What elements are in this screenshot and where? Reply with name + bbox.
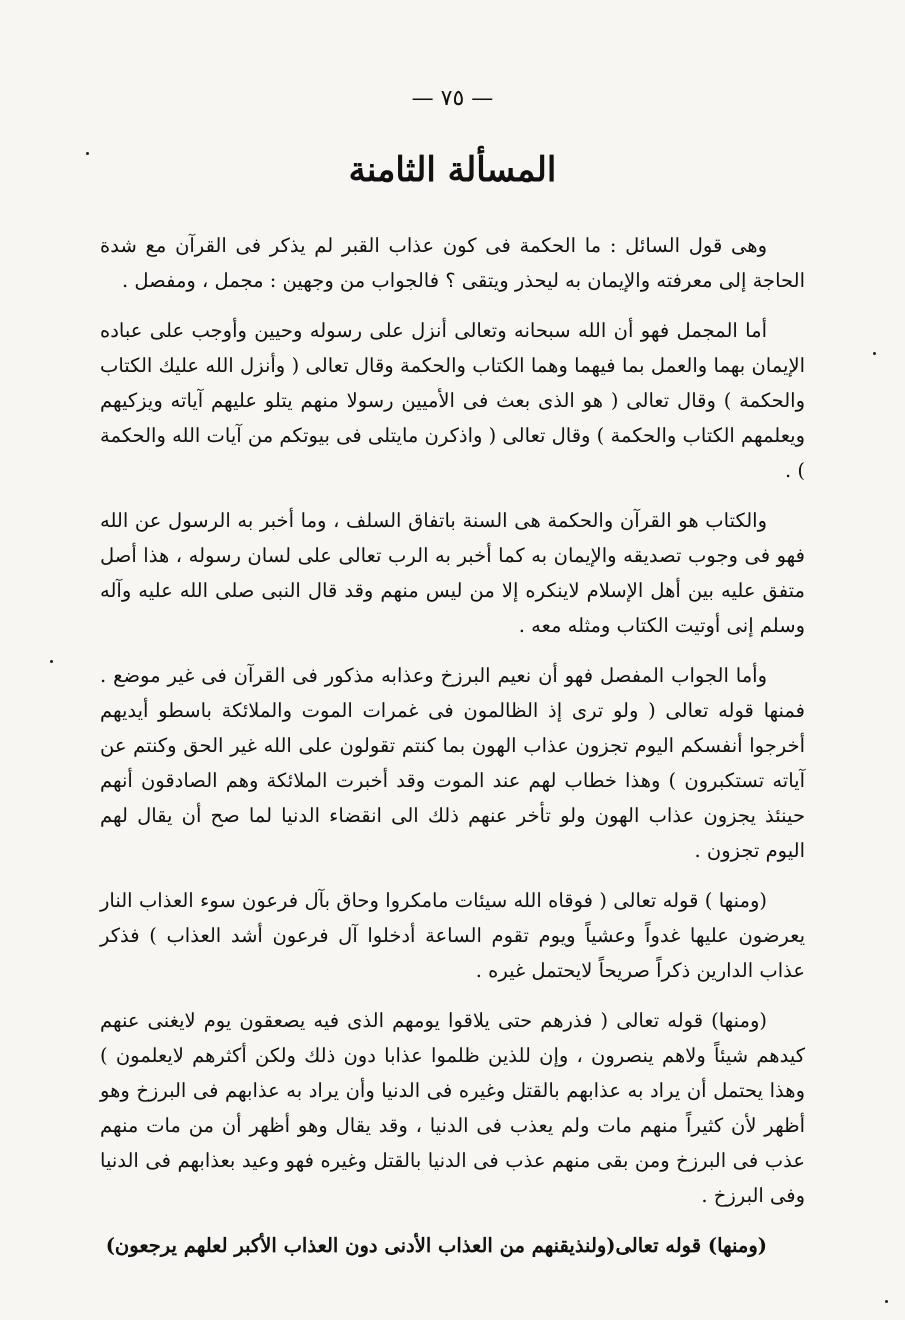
paragraph-7: (ومنها) قوله تعالى(ولنذيقنهم من العذاب الأدنى دون العذاب الأكبر لعلهم يرجعون) — [105, 1234, 767, 1257]
scan-speck — [885, 1300, 888, 1303]
paragraph-3: والكتاب هو القرآن والحكمة هى السنة باتفاق السلف ، وما أخبر به الرسول عن الله فهو فى وجوب تصديقه والإيمان به كما أخبر به الرب تعالى على لسان رسوله ، هذا أصل متفق عليه بين أهل الإسلام لاينكره إلا من ليس منهم وقد قال النبى صلى الله عليه وآله وسلم إنى أوتيت الكتاب ومثله معه . — [100, 509, 805, 637]
chapter-title: المسألة الثامنة — [348, 150, 557, 190]
paragraph-2: أما المجمل فهو أن الله سبحانه وتعالى أنزل على رسوله وحيين وأوجب على عباده الإيمان بهما والعمل بما فيهما وهما الكتاب والحكمة وقال تعالى ( وأنزل الله عليك الكتاب والحكمة ) وقال تعالى ( هو الذى بعث فى الأميين رسولا منهم يتلو عليهم آياته ويزكيهم ويعلمهم الكتاب والحكمة ) وقال تعالى ( واذكرن مايتلى فى بيوتكم من آيات الله والحكمة ) . — [100, 319, 806, 482]
paragraph-6: (ومنها) قوله تعالى ( فذرهم حتى يلاقوا يومهم الذى فيه يصعقون يوم لايغنى عنهم كيدهم شيئاً ولاهم ينصرون ، وإن للذين ظلموا عذابا دون ذلك ولكن أكثرهم لايعلمون ) وهذا يحتمل أن يراد به عذابهم بالقتل وغيره فى الدنيا وأن يراد به عذابهم فى البرزخ وهو أظهر لأن كثيراً منهم مات ولم يعذب فى الدنيا ، وقد يقال وهو أظهر أن من مات منهم عذب فى البرزخ ومن بقى منهم عذب فى الدنيا بالقتل وغيره فهو وعيد بعذابهم فى الدنيا وفى البرزخ . — [100, 1009, 805, 1207]
scan-speck — [873, 352, 876, 355]
paragraph-4: وأما الجواب المفصل فهو أن نعيم البرزخ وعذابه مذكور فى القرآن فى غير موضع . فمنها قوله تعالى ( ولو ترى إذ الظالمون فى غمرات الموت والملائكة باسطو أيديهم أخرجوا أنفسكم اليوم تجزون عذاب الهون بما كنتم تقولون على الله غير الحق وكنتم عن آياته تستكبرون ) وهذا خطاب لهم عند الموت وقد أخبرت الملائكة وهم الصادقون أنهم حينئذ يجزون عذاب الهون ولو تأخر عنهم ذلك الى انقضاء الدنيا لما صح أن يقال لهم اليوم تجزون . — [100, 664, 805, 862]
body-text — [100, 228, 805, 1278]
page-number: — ٧٥ — — [411, 86, 494, 111]
scan-speck — [50, 660, 53, 663]
paragraph-5: (ومنها ) قوله تعالى ( فوقاه الله سيئات مامكروا وحاق بآل فرعون سوء العذاب النار يعرضون عليها غدواً وعشياً ويوم تقوم الساعة أدخلوا آل فرعون أشد العذاب ) فذكر عذاب الدارين ذكراً صريحاً لايحتمل غيره . — [100, 889, 806, 982]
paragraph-1: وهى قول السائل : ما الحكمة فى كون عذاب القبر لم يذكر فى القرآن مع شدة الحاجة إلى معرفته والإيمان به ليحذر ويتقى ؟ فالجواب من وجهين : مجمل ، ومفصل . — [100, 234, 805, 292]
scan-speck — [86, 152, 89, 155]
